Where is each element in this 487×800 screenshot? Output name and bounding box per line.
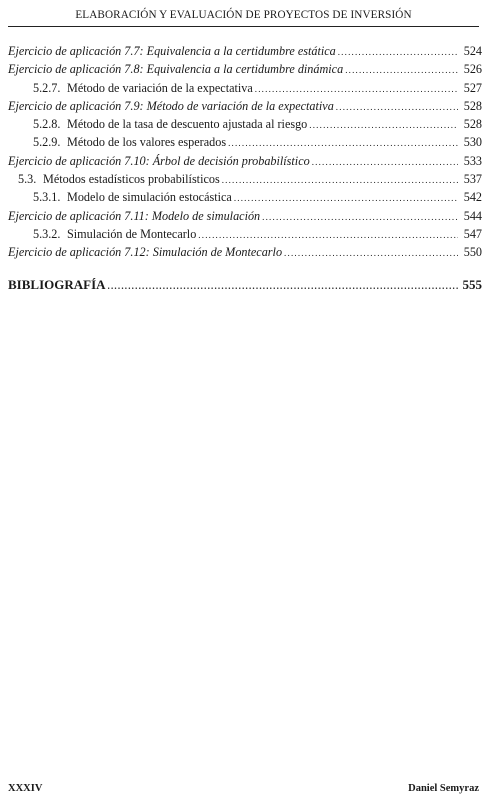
dot-leader: [309, 116, 458, 134]
toc-entry-text: Ejercicio de aplicación 7.9: Método de variación de la expectativa: [8, 98, 334, 113]
toc-entry: [8, 243, 482, 261]
toc-entry-page: 537: [463, 172, 482, 187]
toc-entry-text: Ejercicio de aplicación 7.8: Equivalencia a la certidumbre dinámica: [8, 62, 344, 77]
toc-entry-number: 5.3.: [18, 172, 37, 187]
toc-entry-text: Método de la tasa de descuento ajustada al riesgo: [67, 117, 308, 132]
toc-entry: [8, 170, 482, 188]
toc-entry: [8, 225, 482, 243]
running-header: [8, 4, 479, 27]
toc-entry-page: 528: [463, 117, 482, 132]
dot-leader: [338, 43, 458, 61]
toc-entry-number: 5.2.8.: [33, 117, 61, 132]
toc-entry-number: 5.2.9.: [33, 135, 61, 150]
toc-entry-text: Simulación de Montecarlo: [67, 226, 197, 241]
dot-leader: [262, 208, 458, 226]
toc-entry-number: 5.3.1.: [33, 190, 61, 205]
toc-entry-text: Métodos estadísticos probabilísticos: [43, 172, 220, 187]
toc-entry-text: Ejercicio de aplicación 7.7: Equivalencia a la certidumbre estática: [8, 44, 336, 58]
toc-entry-text: Modelo de simulación estocástica: [67, 190, 232, 205]
toc-entry: [8, 188, 482, 206]
toc-entry: [8, 60, 482, 78]
folio-page-number: XXXIV: [8, 783, 43, 794]
toc-entry-page: 547: [463, 226, 482, 241]
dot-leader: [345, 61, 458, 79]
toc-entry: [8, 42, 482, 60]
page-footer: [8, 783, 479, 794]
toc-entry-page: 533: [463, 153, 482, 168]
author-name: Daniel Semyraz: [408, 783, 479, 794]
toc-entry-text: Ejercicio de aplicación 7.11: Modelo de simulación: [8, 208, 261, 223]
toc-entry-page: 542: [463, 190, 482, 205]
toc-entry-page: 544: [463, 208, 482, 223]
table-of-contents: [8, 42, 482, 294]
toc-entry: [8, 79, 482, 97]
toc-entry: [8, 207, 482, 225]
toc-entry-page: 527: [463, 80, 482, 95]
dot-leader: [198, 226, 458, 244]
dot-leader: [108, 277, 458, 295]
toc-entry-text: Ejercicio de aplicación 7.10: Árbol de decisión probabilístico: [8, 153, 310, 168]
dot-leader: [336, 98, 458, 116]
toc-entry: [8, 115, 482, 133]
bibliography-page: 555: [462, 276, 482, 292]
dot-leader: [234, 189, 458, 207]
toc-entry-page: 526: [463, 62, 482, 77]
running-header-title: ELABORACIÓN Y EVALUACIÓN DE PROYECTOS DE INVERSIÓN: [75, 9, 412, 21]
toc-entry-text: Método de los valores esperados: [67, 135, 227, 150]
toc-entry-page: 528: [463, 98, 482, 113]
toc-entry-number: 5.2.7.: [33, 80, 61, 95]
toc-entry-text: Ejercicio de aplicación 7.12: Simulación de Montecarlo: [8, 245, 283, 260]
bibliography-heading: BIBLIOGRAFÍA: [8, 276, 106, 292]
toc-entry-text: Método de variación de la expectativa: [67, 80, 253, 95]
dot-leader: [284, 244, 458, 262]
dot-leader: [228, 134, 458, 152]
toc-entry-bibliography: [8, 276, 482, 294]
toc-entry-number: 5.3.2.: [33, 226, 61, 241]
dot-leader: [255, 80, 458, 98]
toc-entry: [8, 97, 482, 115]
dot-leader: [222, 171, 458, 189]
toc-entry-page: 524: [463, 44, 482, 58]
toc-entry: [8, 152, 482, 170]
toc-entry-page: 550: [463, 245, 482, 260]
dot-leader: [312, 153, 458, 171]
toc-entry: [8, 133, 482, 151]
toc-entry-page: 530: [463, 135, 482, 150]
